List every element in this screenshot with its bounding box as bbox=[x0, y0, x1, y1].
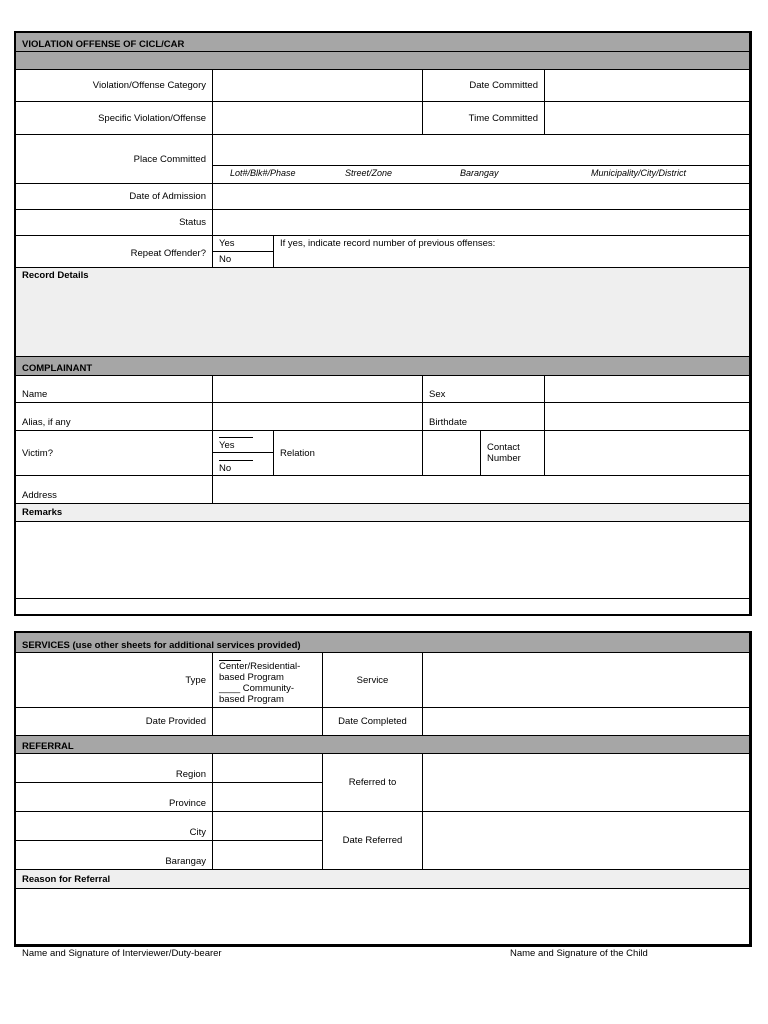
contact-number-label: Contact Number bbox=[481, 431, 545, 476]
complainant-name-field[interactable] bbox=[213, 376, 423, 403]
violation-complainant-form bbox=[15, 32, 750, 615]
services-referral-form bbox=[15, 632, 750, 945]
province-label: Province bbox=[16, 783, 213, 812]
date-committed-label: Date Committed bbox=[423, 70, 545, 102]
service-type-label: Type bbox=[16, 653, 213, 708]
date-committed-field[interactable] bbox=[545, 70, 750, 102]
complainant-alias-label: Alias, if any bbox=[16, 403, 213, 431]
complainant-sex-label: Sex bbox=[423, 376, 545, 403]
place-committed-label: Place Committed bbox=[16, 135, 213, 184]
complainant-section-title: COMPLAINANT bbox=[16, 357, 750, 376]
remarks-field[interactable] bbox=[16, 522, 750, 599]
referred-to-label: Referred to bbox=[323, 754, 423, 812]
date-referred-field[interactable] bbox=[423, 812, 750, 870]
date-provided-label: Date Provided bbox=[16, 708, 213, 736]
date-referred-label: Date Referred bbox=[323, 812, 423, 870]
region-label: Region bbox=[16, 754, 213, 783]
repeat-yes-option[interactable]: Yes bbox=[213, 236, 274, 252]
place-committed-field[interactable] bbox=[213, 135, 750, 166]
type-center-residential-option[interactable]: Center/Residential-based Program bbox=[219, 660, 301, 683]
admission-label: Date of Admission bbox=[16, 184, 213, 210]
complainant-sex-field[interactable] bbox=[545, 376, 750, 403]
municipality-caption: Municipality/City/District bbox=[591, 168, 687, 178]
specific-violation-label: Specific Violation/Offense bbox=[16, 102, 213, 135]
contact-number-field[interactable] bbox=[545, 431, 750, 476]
reason-for-referral-label: Reason for Referral bbox=[16, 870, 750, 889]
complainant-birthdate-label: Birthdate bbox=[423, 403, 545, 431]
admission-field[interactable] bbox=[213, 184, 750, 210]
barangay-caption: Barangay bbox=[460, 168, 499, 178]
service-type-options[interactable] bbox=[213, 653, 323, 708]
repeat-offender-label: Repeat Offender? bbox=[16, 236, 213, 268]
relation-field[interactable] bbox=[423, 431, 481, 476]
time-committed-label: Time Committed bbox=[423, 102, 545, 135]
status-label: Status bbox=[16, 210, 213, 236]
lot-blk-phase-caption: Lot#/Blk#/Phase bbox=[230, 168, 296, 178]
service-field[interactable] bbox=[423, 653, 750, 708]
complainant-name-label: Name bbox=[16, 376, 213, 403]
repeat-no-option[interactable]: No bbox=[213, 252, 274, 268]
referred-to-field[interactable] bbox=[423, 754, 750, 812]
province-field[interactable] bbox=[213, 783, 323, 812]
victim-no-option[interactable]: No bbox=[213, 453, 274, 476]
category-field[interactable] bbox=[213, 70, 423, 102]
status-field[interactable] bbox=[213, 210, 750, 236]
complainant-birthdate-field[interactable] bbox=[545, 403, 750, 431]
reason-for-referral-field[interactable] bbox=[16, 889, 750, 945]
category-label: Violation/Offense Category bbox=[16, 70, 213, 102]
child-signature-label: Name and Signature of the Child bbox=[510, 948, 648, 959]
date-completed-label: Date Completed bbox=[323, 708, 423, 736]
barangay-label: Barangay bbox=[16, 841, 213, 870]
previous-offenses-field[interactable]: If yes, indicate record number of previous offenses: bbox=[274, 236, 750, 268]
place-subfields bbox=[213, 166, 750, 184]
service-label: Service bbox=[323, 653, 423, 708]
date-provided-field[interactable] bbox=[213, 708, 323, 736]
remarks-label: Remarks bbox=[16, 504, 750, 522]
type-community-option[interactable]: ____ Community-based Program bbox=[219, 682, 294, 705]
services-section-title: SERVICES (use other sheets for additional services provided) bbox=[16, 633, 750, 653]
victim-yes-option[interactable]: Yes bbox=[213, 431, 274, 453]
address-label: Address bbox=[16, 476, 213, 504]
remarks-extra-line[interactable] bbox=[16, 599, 750, 615]
referral-section-title: REFERRAL bbox=[16, 736, 750, 754]
time-committed-field[interactable] bbox=[545, 102, 750, 135]
street-zone-caption: Street/Zone bbox=[345, 168, 393, 178]
violation-header-blank bbox=[16, 52, 750, 70]
region-field[interactable] bbox=[213, 754, 323, 783]
violation-section-title: VIOLATION OFFENSE OF CICL/CAR bbox=[16, 33, 750, 52]
date-completed-field[interactable] bbox=[423, 708, 750, 736]
address-field[interactable] bbox=[213, 476, 750, 504]
record-details-area[interactable]: Record Details bbox=[16, 268, 750, 357]
specific-violation-field[interactable] bbox=[213, 102, 423, 135]
complainant-alias-field[interactable] bbox=[213, 403, 423, 431]
city-field[interactable] bbox=[213, 812, 323, 841]
barangay-field[interactable] bbox=[213, 841, 323, 870]
victim-label: Victim? bbox=[16, 431, 213, 476]
city-label: City bbox=[16, 812, 213, 841]
relation-label: Relation bbox=[274, 431, 423, 476]
interviewer-signature-label: Name and Signature of Interviewer/Duty-bearer bbox=[22, 948, 222, 959]
